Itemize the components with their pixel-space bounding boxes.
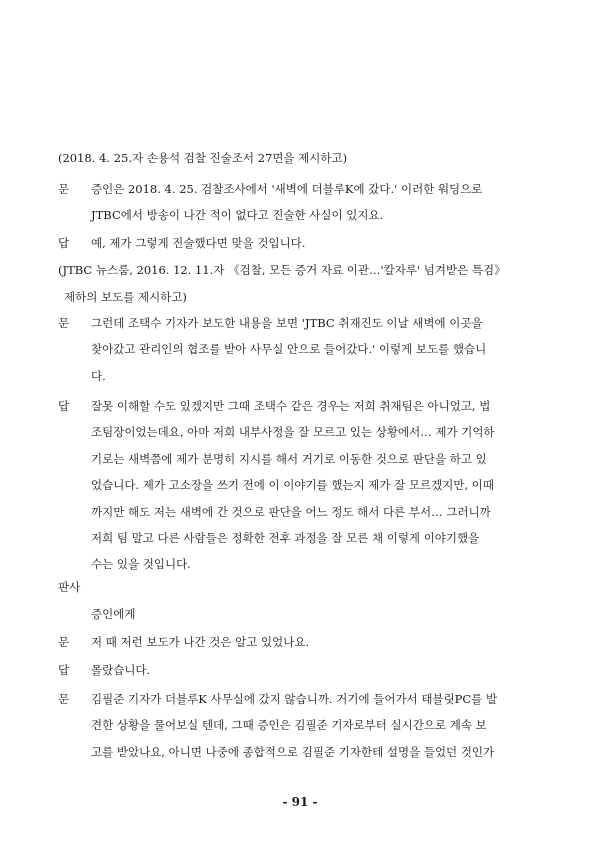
question-text: 그런데 조택수 기자가 보도한 내용을 보면 'JTBC 취재진도 이날 새벽에 이곳을 찾아갔고 관리인의 협조를 받아 사무실 안으로 들어갔다.' 이렇게 보도를 했습니 다.: [91, 316, 487, 383]
question-text: 증인은 2018. 4. 25. 검찰조사에서 '새벽에 더블루K에 갔다.' 이러한 워딩으로 JTBC에서 방송이 나간 적이 없다고 진술한 사실이 있지요.: [91, 182, 483, 223]
question-label: 문: [58, 692, 70, 706]
answer-text: 몰랐습니다.: [91, 663, 151, 677]
question-label: 문: [58, 182, 70, 196]
question-text: 저 때 저런 보도가 나간 것은 알고 있었나요.: [91, 635, 310, 649]
addressee-line: 증인에게: [91, 607, 136, 621]
exhibit-note: (JTBC 뉴스룸, 2016. 12. 11.자 《검찰, 모든 증거 자료 이관…'칼자루' 넘겨받은 특검》: [58, 263, 506, 277]
question-text: 김필준 기자가 더블루K 사무실에 갔지 않습니까. 거기에 들어가서 태블릿PC를 발 견한 상황을 물어보실 텐데, 그때 증인은 김필준 기자로부터 실시간으로 계속 보 고를 받았나요, 아니면 나중에 종합적으로 김필준 기자한테 설명을 들었던 것인가: [91, 692, 498, 759]
answer-text: 예, 제가 그렇게 진술했다면 맞을 것입니다.: [91, 236, 306, 250]
speaker-judge: 판사: [58, 580, 81, 594]
question-label: 문: [58, 316, 70, 330]
question-label: 문: [58, 635, 70, 649]
answer-text: 잘못 이해할 수도 있겠지만 그때 조택수 같은 경우는 저희 취재팀은 아니었고, 법 조팀장이었는데요, 아마 저희 내부사정을 잘 모르고 있는 상황에서… 제가 기억하 기로는 새벽쯤에 제가 분명히 지시를 해서 거기로 이동한 것으로 판단을 하고 있 었습니다. 제가 고소장을 쓰기 전에 이 이야기를 했는지 제가 잘 모르겠지만, 이때 까지만 해도 저는 새벽에 간 것으로 판단을 어느 정도 해서 다른 부서… 그러니까 저희 팀 말고 다른 사람들은 정확한 전후 과정을 잘 모른 채 이렇게 이야기했을 수는 있을 것입니다.: [91, 399, 495, 572]
exhibit-note-cont: 제하의 보도를 제시하고): [64, 290, 187, 304]
answer-label: 답: [58, 663, 70, 677]
answer-label: 답: [58, 236, 70, 250]
page-number: - 91 -: [282, 795, 318, 809]
exhibit-note: (2018. 4. 25.자 손용석 검찰 진술조서 27면을 제시하고): [58, 151, 348, 165]
answer-label: 답: [58, 399, 70, 413]
